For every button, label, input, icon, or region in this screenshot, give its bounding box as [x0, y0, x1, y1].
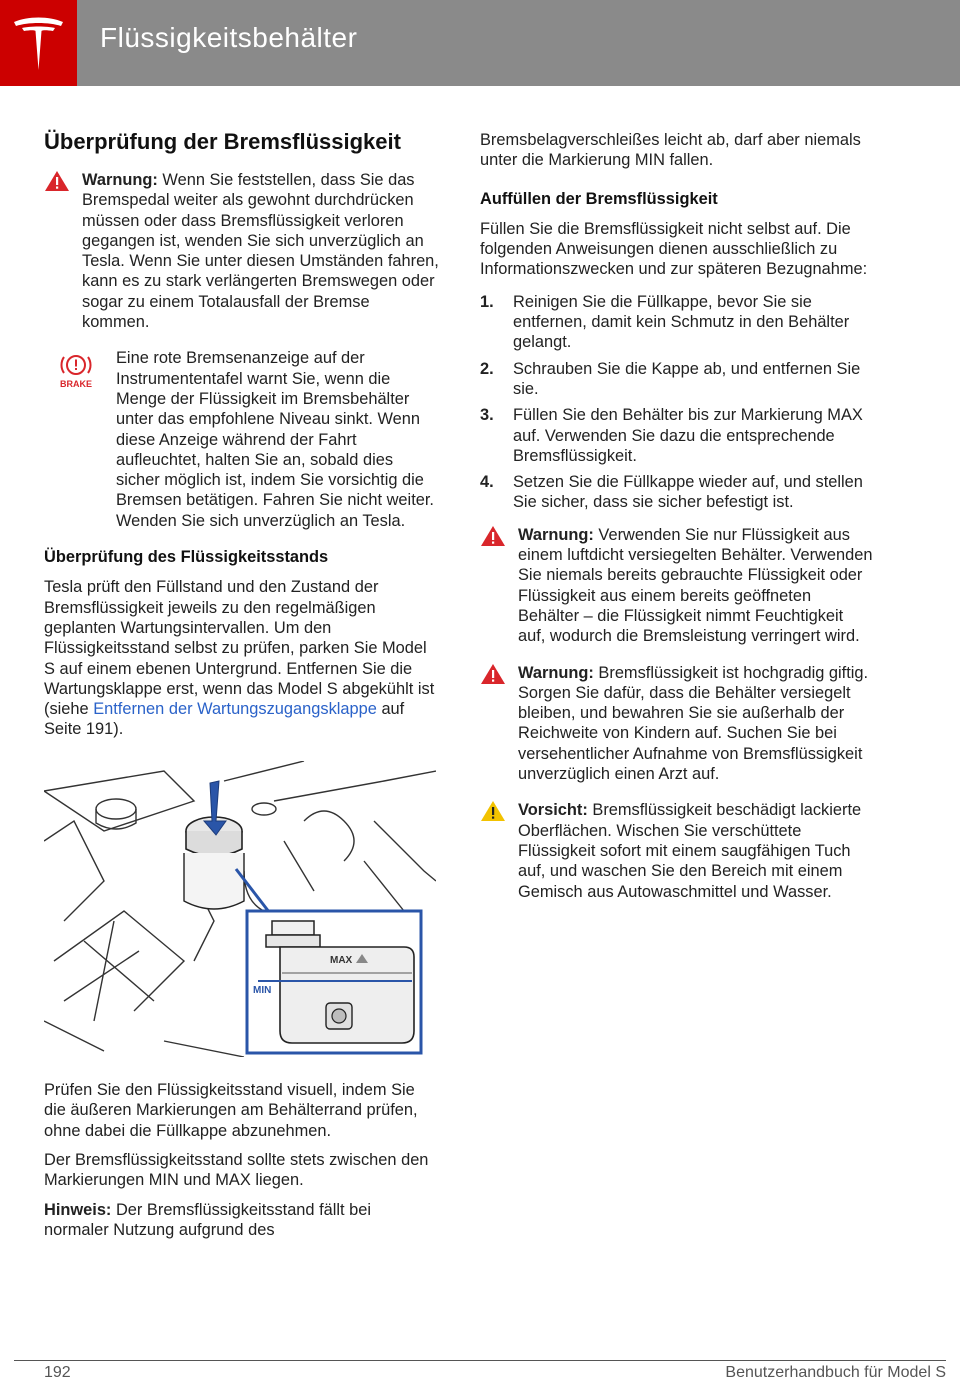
service-panel-link[interactable]: Entfernen der Wartungszugangsklappe — [93, 700, 377, 719]
page-number: 192 — [44, 1364, 71, 1381]
left-column — [44, 128, 439, 1249]
manual-title: Benutzerhandbuch für Model S — [725, 1364, 946, 1381]
step-number: 2. — [480, 359, 494, 378]
caution-text: Bremsflüssigkeit beschädigt lackierte Oberflächen. Wischen Sie verschüttete Flüssigkeit sofort mit einem saugfähigen Tuch auf, und waschen Sie den Bereich mit einem Gemisch aus Autowaschmittel und Wasser. — [518, 801, 862, 901]
tesla-logo-icon — [12, 16, 65, 72]
min-marker-label: MIN — [253, 984, 272, 996]
check-level-paragraph — [44, 577, 439, 739]
hint-text: Der Bremsflüssigkeitsstand fällt bei normaler Nutzung aufgrund des — [44, 1200, 372, 1239]
list-item — [480, 472, 875, 513]
list-item — [480, 405, 875, 466]
warning-triangle-icon — [480, 525, 506, 547]
step-number: 3. — [480, 406, 494, 425]
caution-note-paint — [480, 800, 875, 901]
hint-label: Hinweis: — [44, 1200, 112, 1219]
refill-intro-paragraph: Füllen Sie die Bremsflüssigkeit nicht selbst auf. Die folgenden Anweisungen dienen ausschließlich zu Informationszwecken und zur späteren Bezugnahme: — [480, 219, 868, 279]
warning-note-brake-fluid — [44, 170, 439, 332]
step-text: Reinigen Sie die Füllkappe, bevor Sie sie entfernen, damit kein Schmutz in den Behälter gelangt. — [513, 292, 850, 352]
continuation-paragraph: Bremsbelagverschleißes leicht ab, darf aber niemals unter die Markierung MIN fallen. — [480, 131, 861, 170]
level-range-paragraph: Der Bremsflüssigkeitsstand sollte stets zwischen den Markierungen MIN und MAX liegen. — [44, 1150, 429, 1190]
brake-warning-light-icon — [56, 352, 96, 392]
footer-divider — [14, 1360, 946, 1361]
refill-steps-list — [480, 292, 875, 513]
list-item — [480, 359, 875, 400]
max-marker-label: MAX — [330, 954, 353, 966]
hint-paragraph — [44, 1200, 439, 1241]
warning-text: Verwenden Sie nur Flüssigkeit aus einem luftdicht versiegelten Behälter. Verwenden Sie niemals bereits gebrauchte Flüssigkeit oder Flüssigkeit aus einem bereits geöffneten Behälter – die Flüssigkeit nimmt Feuchtigkeit auf, wodurch die Bremsleistung verringert wird. — [518, 525, 873, 646]
warning-note-toxic — [480, 663, 875, 785]
refill-subheading: Auffüllen der Bremsflüssigkeit — [480, 189, 718, 208]
brand-logo-box — [0, 0, 77, 86]
section-heading: Überprüfung der Bremsflüssigkeit — [44, 129, 401, 154]
brake-icon-label: BRAKE — [59, 379, 93, 390]
visual-check-paragraph: Prüfen Sie den Flüssigkeitsstand visuell, indem Sie die äußeren Markierungen am Behälterrand prüfen, ohne dabei die Füllkappe abzunehmen. — [44, 1081, 418, 1140]
right-column — [480, 130, 875, 918]
step-text: Schrauben Sie die Kappe ab, und entfernen Sie sie. — [513, 359, 861, 398]
warning-triangle-icon — [480, 663, 506, 685]
caution-label: Vorsicht: — [518, 801, 588, 820]
step-text: Füllen Sie den Behälter bis zur Markierung MAX auf. Verwenden Sie dazu die entsprechende Bremsflüssigkeit. — [513, 406, 863, 465]
brake-reservoir-illustration — [44, 761, 436, 1057]
step-number: 4. — [480, 473, 494, 492]
brake-note-text: Eine rote Bremsenanzeige auf der Instrumententafel warnt Sie, wenn die Menge der Flüssigkeit im Bremsbehälter unter das empfohlene Niveau sinkt. Wenn diese Anzeige während der Fahrt aufleuchtet, halten Sie an, sobald dies sicher möglich ist, indem Sie vorsichtig die Bremsen betätigen. Fahren Sie nicht weiter. Wenden Sie sich unverzüglich an Tesla. — [116, 349, 434, 530]
check-level-subheading: Überprüfung des Flüssigkeitsstands — [44, 548, 329, 567]
paragraph-text-end: auf Seite 191). — [44, 700, 405, 739]
warning-text: Bremsflüssigkeit ist hochgradig giftig. Sorgen Sie dafür, dass die Behälter versiegelt bleiben, und bewahren Sie sie außerhalb der Reichweite von Kindern auf. Suchen Sie bei versehentlicher Aufnahme von Bremsflüssigkeit unverzüglich einen Arzt auf. — [518, 663, 869, 784]
warning-label: Warnung: — [518, 663, 594, 682]
caution-triangle-icon — [480, 800, 506, 822]
warning-label: Warnung: — [82, 171, 158, 189]
list-item — [480, 292, 875, 353]
warning-triangle-icon — [44, 170, 70, 192]
paragraph-text: Tesla prüft den Füllstand und den Zustand der Bremsflüssigkeit jeweils zu den regelmäßigen geplanten Wartungsintervallen. Um den Flüssigkeitsstand selbst zu prüfen, parken Sie Model S auf einem ebenen Untergrund. Entfernen Sie die Wartungsklappe erst, wenn das Model S abgekühlt ist (siehe — [44, 578, 435, 719]
step-number: 1. — [480, 292, 494, 311]
page-title: Flüssigkeitsbehälter — [100, 22, 358, 53]
warning-label: Warnung: — [518, 525, 594, 544]
step-text: Setzen Sie die Füllkappe wieder auf, und stellen Sie sicher, dass sie sicher befestigt ist. — [513, 473, 863, 512]
page-header — [0, 0, 960, 86]
brake-indicator-note — [44, 348, 439, 531]
warning-text: Wenn Sie feststellen, dass Sie das Bremspedal weiter als gewohnt durchdrücken müssen oder dass Bremsflüssigkeit verloren gegangen ist, wenden Sie sich unverzüglich an Tesla. Wenn Sie unter diesen Umständen fahren, kann es zu stark verlängerten Bremswegen oder sogar zu einem Totalausfall der Bremse kommen. — [82, 171, 439, 332]
warning-note-sealed-fluid — [480, 525, 875, 647]
